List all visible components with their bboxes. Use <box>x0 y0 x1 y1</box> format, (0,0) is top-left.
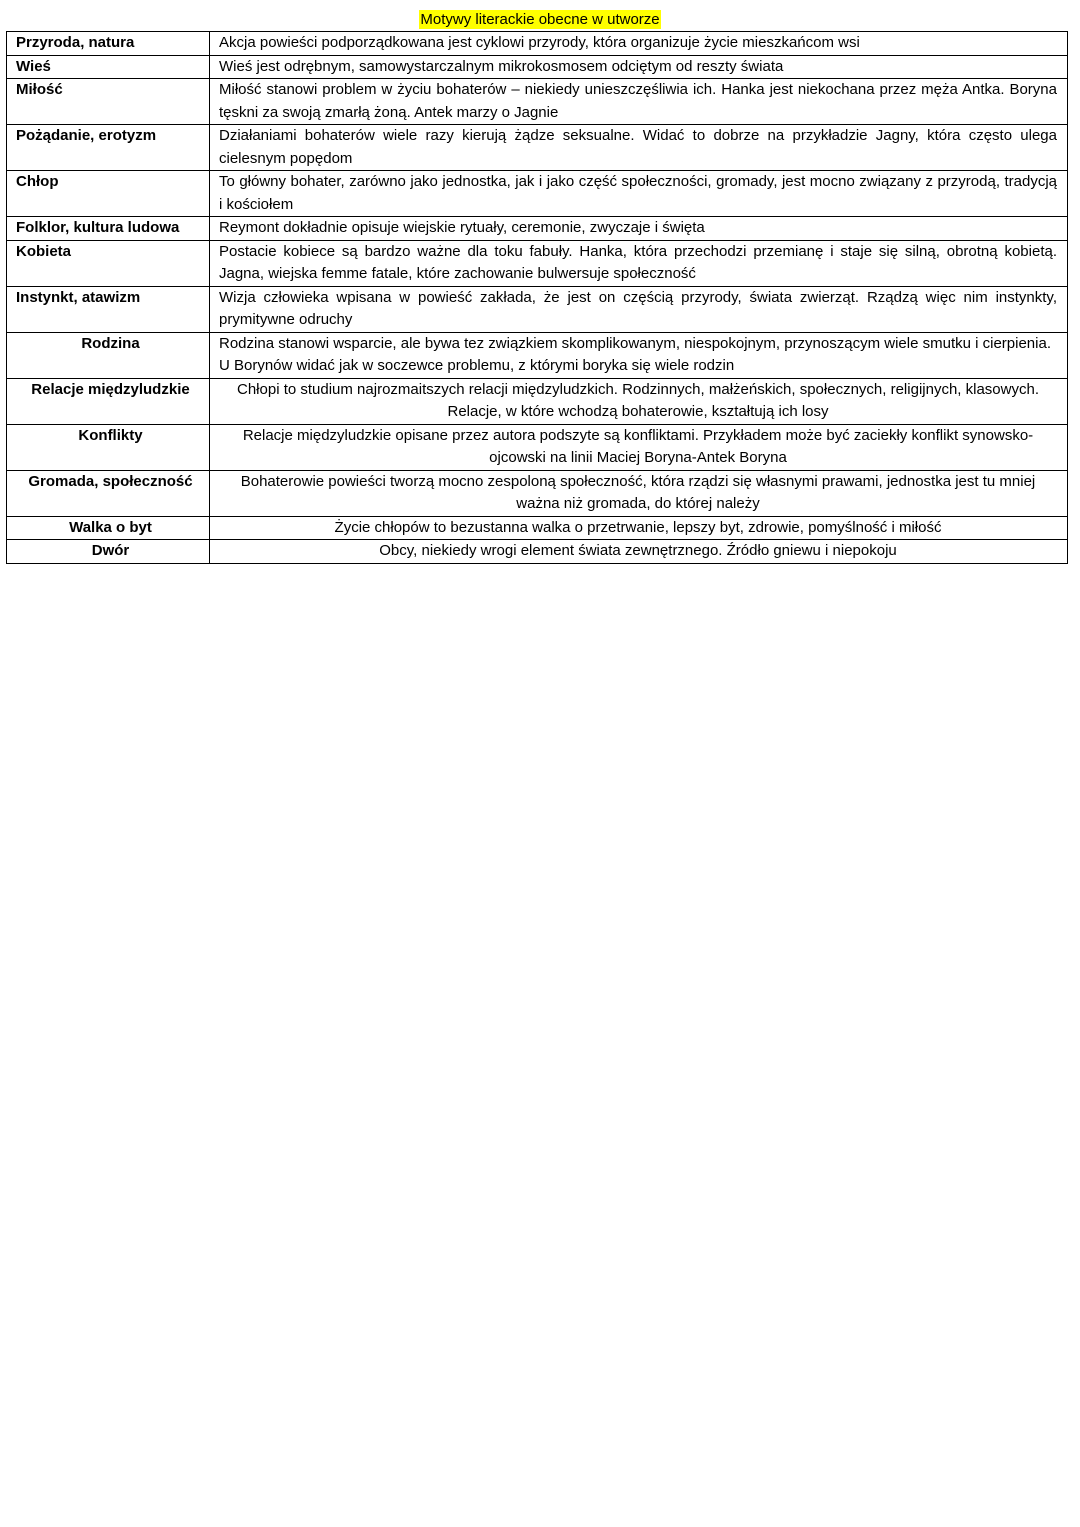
motif-description: To główny bohater, zarówno jako jednostka, jak i jako część społeczności, gromady, jest mocno związany z przyrodą, tradycją i kościołem <box>210 171 1068 217</box>
motif-description: Rodzina stanowi wsparcie, ale bywa tez związkiem skomplikowanym, niespokojnym, przynoszącym wiele smutku i cierpienia. U Borynów widać jak w soczewce problemu, z którymi boryka się wiele rodzin <box>210 332 1068 378</box>
motif-label: Walka o byt <box>7 516 210 540</box>
table-row <box>7 470 1068 516</box>
motif-label: Konflikty <box>7 424 210 470</box>
motif-description: Chłopi to studium najrozmaitszych relacji międzyludzkich. Rodzinnych, małżeńskich, społecznych, religijnych, klasowych. Relacje, w które wchodzą bohaterowie, kształtują ich losy <box>210 378 1068 424</box>
motif-description: Miłość stanowi problem w życiu bohaterów – niekiedy unieszczęśliwia ich. Hanka jest niekochana przez męża Antka. Boryna tęskni za swoją zmarłą żoną. Antek marzy o Jagnie <box>210 79 1068 125</box>
motif-label: Dwór <box>7 540 210 564</box>
motif-label: Instynkt, atawizm <box>7 286 210 332</box>
table-row <box>7 79 1068 125</box>
motif-label: Relacje międzyludzkie <box>7 378 210 424</box>
motif-label: Miłość <box>7 79 210 125</box>
table-row <box>7 540 1068 564</box>
motif-description: Akcja powieści podporządkowana jest cyklowi przyrody, która organizuje życie mieszkańcom wsi <box>210 32 1068 56</box>
motif-description: Postacie kobiece są bardzo ważne dla toku fabuły. Hanka, która przechodzi przemianę i staje się silną, obrotną kobietą. Jagna, wiejska femme fatale, które zachowanie bulwersuje społeczność <box>210 240 1068 286</box>
table-row <box>7 424 1068 470</box>
table-row <box>7 516 1068 540</box>
table-row <box>7 217 1068 241</box>
motif-label: Przyroda, natura <box>7 32 210 56</box>
motif-description: Wizja człowieka wpisana w powieść zakłada, że jest on częścią przyrody, świata zwierząt. Rządzą więc nim instynkty, prymitywne odruchy <box>210 286 1068 332</box>
table-row <box>7 125 1068 171</box>
table-row <box>7 32 1068 56</box>
motif-description: Reymont dokładnie opisuje wiejskie rytuały, ceremonie, zwyczaje i święta <box>210 217 1068 241</box>
motif-label: Wieś <box>7 55 210 79</box>
motifs-table <box>6 31 1068 564</box>
motif-description: Działaniami bohaterów wiele razy kierują żądze seksualne. Widać to dobrze na przykładzie Jagny, która często ulega cielesnym popędom <box>210 125 1068 171</box>
table-row <box>7 240 1068 286</box>
motif-label: Rodzina <box>7 332 210 378</box>
motif-label: Folklor, kultura ludowa <box>7 217 210 241</box>
table-row <box>7 378 1068 424</box>
motif-description: Relacje międzyludzkie opisane przez autora podszyte są konfliktami. Przykładem może być zaciekły konflikt synowsko-ojcowski na linii Maciej Boryna-Antek Boryna <box>210 424 1068 470</box>
motif-label: Pożądanie, erotyzm <box>7 125 210 171</box>
page-title: Motywy literackie obecne w utworze <box>420 11 660 28</box>
table-row <box>7 286 1068 332</box>
motif-description: Życie chłopów to bezustanna walka o przetrwanie, lepszy byt, zdrowie, pomyślność i miłość <box>210 516 1068 540</box>
table-row <box>7 171 1068 217</box>
motif-description: Bohaterowie powieści tworzą mocno zespoloną społeczność, która rządzi się własnymi prawami, jednostka jest tu mniej ważna niż gromada, do której należy <box>210 470 1068 516</box>
motif-label: Gromada, społeczność <box>7 470 210 516</box>
motif-description: Obcy, niekiedy wrogi element świata zewnętrznego. Źródło gniewu i niepokoju <box>210 540 1068 564</box>
motif-description: Wieś jest odrębnym, samowystarczalnym mikrokosmosem odciętym od reszty świata <box>210 55 1068 79</box>
motif-label: Kobieta <box>7 240 210 286</box>
table-row <box>7 332 1068 378</box>
page-title-container <box>0 10 1080 30</box>
motif-label: Chłop <box>7 171 210 217</box>
table-row <box>7 55 1068 79</box>
